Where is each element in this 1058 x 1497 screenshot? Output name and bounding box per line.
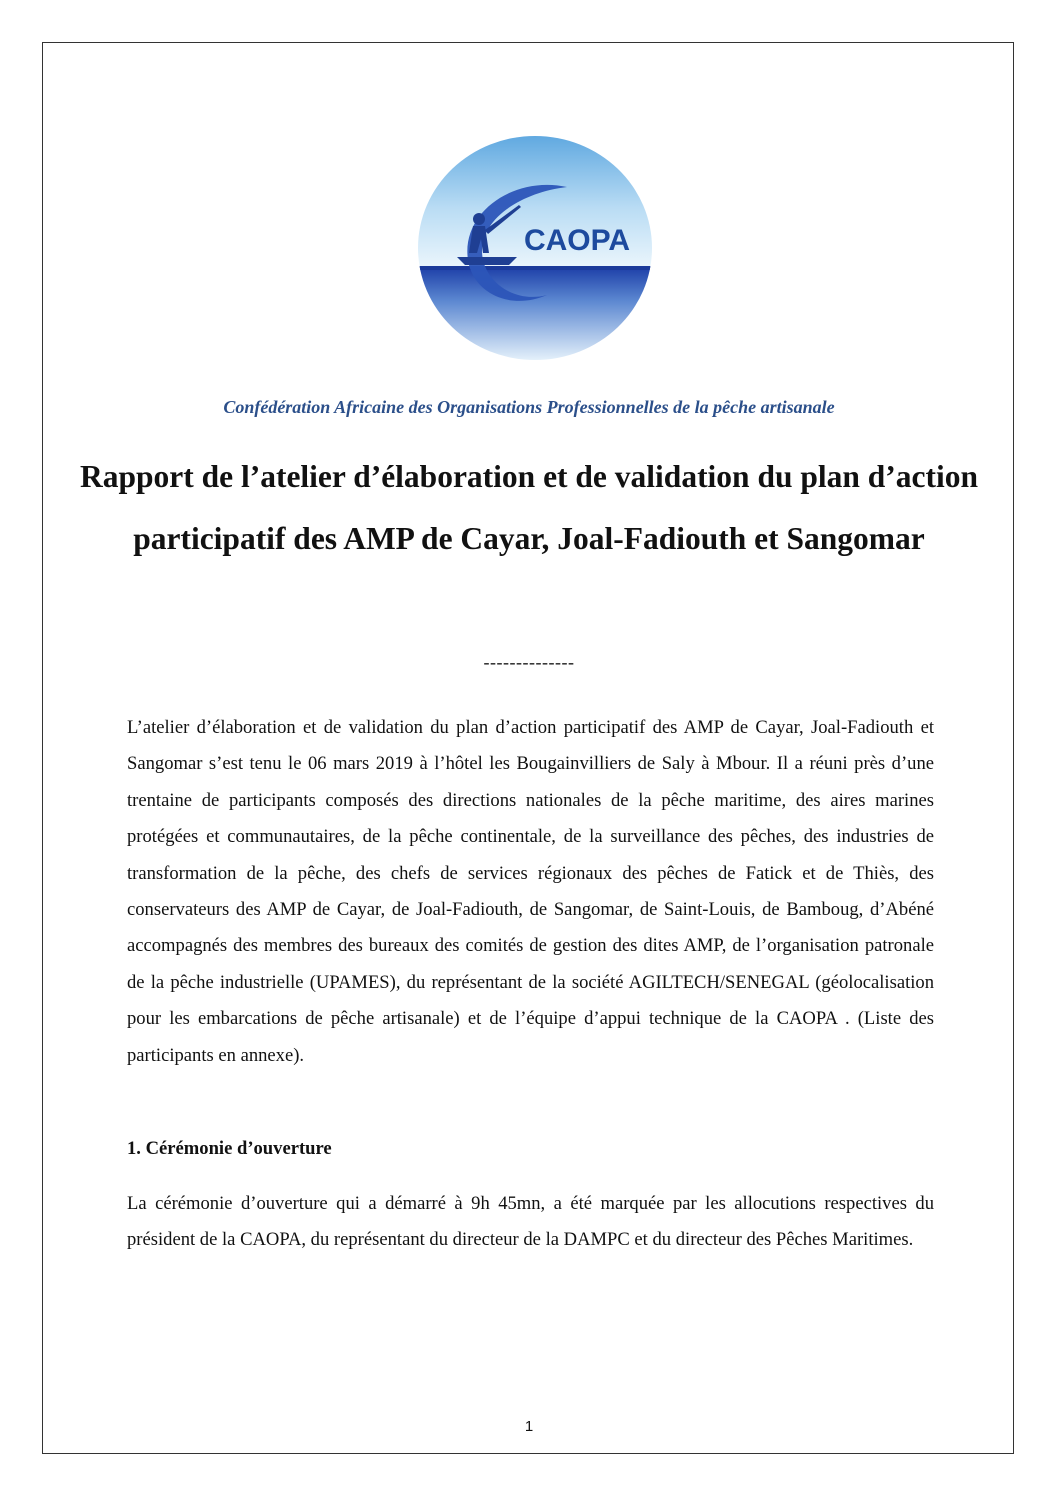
section-heading-opening-ceremony: 1. Cérémonie d’ouverture	[127, 1138, 332, 1159]
caopa-logo-graphic	[417, 135, 653, 361]
intro-paragraph: L’atelier d’élaboration et de validation du plan d’action participatif des AMP de Cayar, Joal-Fadiouth et Sangomar s’est tenu le 06 mars 2019 à l’hôtel les Bougainvilliers de Saly à Mbour. Il a réuni près d’une trentaine de participants composés des directions nationales de la pêche maritime, des aires marines protégées et communautaires, de la pêche continentale, de la surveillance des pêches, des industries de transformation de la pêche, des chefs de services régionaux des pêches de Fatick et de Thiès, des conservateurs des AMP de Cayar, de Joal-Fadiouth, de Sangomar, de Saint-Louis, de Bamboug, d’Abéné accompagnés des membres des bureaux des comités de gestion des dites AMP, de l’organisation patronale de la pêche industrielle (UPAMES), du représentant de la société AGILTECH/SENEGAL (géolocalisation pour les embarcations de pêche artisanale) et de l’équipe d’appui technique de la CAOPA . (Liste des participants en annexe).	[127, 717, 934, 1066]
report-title: Rapport de l’atelier d’élaboration et de validation du plan d’action participatif des AMP de Cayar, Joal-Fadiouth et Sangomar	[79, 459, 979, 556]
separator-line: --------------	[483, 652, 575, 672]
opening-ceremony-paragraph: La cérémonie d’ouverture qui a démarré à 9h 45mn, a été marquée par les allocutions respectives du président de la CAOPA, du représentant du directeur de la DAMPC et du directeur des Pêches Maritimes.	[127, 1193, 934, 1251]
organization-name: Confédération Africaine des Organisations Professionnelles de la pêche artisanale	[223, 397, 835, 417]
page-number: 1	[524, 1418, 534, 1435]
caopa-logo	[417, 135, 653, 361]
logo-text: CAOPA	[523, 224, 631, 257]
